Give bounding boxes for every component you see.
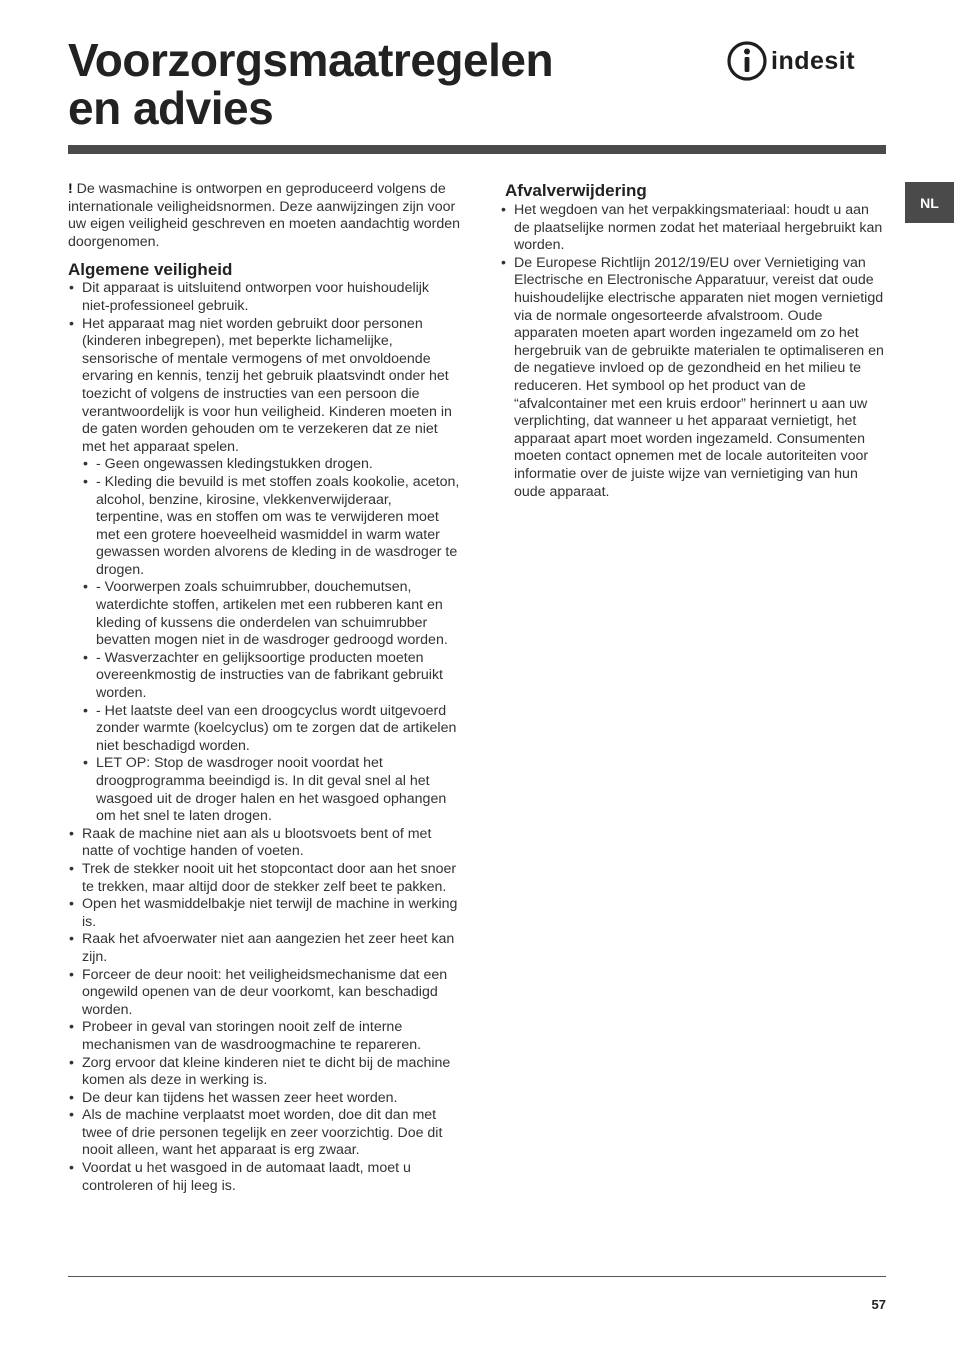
sub-item: • - Kleding die bevuild is met stoffen zoals kookolie, aceton, alcohol, benzine, kirosine, vlekkenverwijderaar, terpentine, was en stoffen om was te verwijderen moet met een grotere hoeveelheid wasmiddel in warm water gewassen worden alvorens de kleding in de wasdroger te drogen. <box>82 474 460 580</box>
list-item: • Zorg ervoor dat kleine kinderen niet te dicht bij de machine komen als deze in werking is. <box>68 1055 460 1090</box>
list-item: • Probeer in geval van storingen nooit zelf de interne mechanismen van de wasdroogmachine te repareren. <box>68 1019 460 1054</box>
footer-divider <box>68 1276 886 1277</box>
list-item: • Trek de stekker nooit uit het stopcontact door aan het snoer te trekken, maar altijd door de stekker zelf beet te pakken. <box>68 861 460 896</box>
intro-paragraph <box>68 181 460 251</box>
sub-item: • LET OP: Stop de wasdroger nooit voordat het droogprogramma beeindigd is. In dit geval snel al het wasgoed uit de droger halen en het wasgoed ophangen om het snel te laten drogen. <box>82 755 460 825</box>
list-item: • De deur kan tijdens het wassen zeer heet worden. <box>68 1090 460 1108</box>
list-item: • De Europese Richtlijn 2012/19/EU over Vernietiging van Electrische en Electronische Apparatuur, vereist dat oude huishoudelijke electrische apparaten niet mogen vernietigd via de normale ongesorteerde afvalstroom. Oude apparaten moeten apart worden ingezameld om zo het hergebruik van de gebruikte materialen te optimaliseren en de negatieve invloed op de gezondheid en het milieu te reduceren. Het symbool op het product van de “afvalcontainer met een kruis erdoor” herinnert u aan uw verplichting, dat wanneer u het apparaat vernietigt, het apparaat apart moet worden ingezameld. Consumenten moeten contact opnemen met de locale autoriteiten voor informatie over de juiste wijze van vernietiging van hun oude apparaat. <box>500 255 888 501</box>
list-item: • Voordat u het wasgoed in de automaat laadt, moet u controleren of hij leeg is. <box>68 1160 460 1195</box>
list-item <box>68 316 460 826</box>
list-item: • Raak de machine niet aan als u blootsvoets bent of met natte of vochtige handen of voeten. <box>68 826 460 861</box>
sub-item: • - Voorwerpen zoals schuimrubber, douchemutsen, waterdichte stoffen, artikelen met een rubberen kant en kleding of kussens die onderdelen van schuimrubber bevatten mogen niet in de wasdroger gedroogd worden. <box>82 579 460 649</box>
left-column <box>68 181 460 1195</box>
page-title-line-2: en advies <box>68 82 274 134</box>
brand-wordmark: indesit <box>771 46 856 75</box>
sub-item: • - Wasverzachter en gelijksoortige producten moeten overeenkmostig de instructies van de fabrikant gebruikt worden. <box>82 650 460 703</box>
sub-item: • - Geen ongewassen kledingstukken drogen. <box>82 456 460 474</box>
page-number: 57 <box>871 1297 886 1312</box>
list-item: • Als de machine verplaatst moet worden, doe dit dan met twee of drie personen tegelijk en zeer voorzichtig. Doe dit nooit alleen, want het apparaat is erg zwaar. <box>68 1107 460 1160</box>
section-heading-waste-disposal: Afvalverwijdering <box>505 181 647 200</box>
intro-text: De wasmachine is ontworpen en geproduceerd volgens de internationale veiligheidsnormen. Deze aanwijzingen zijn voor uw eigen veiligheid geschreven en moeten aandachtig worden doorgenomen. <box>68 181 460 250</box>
waste-disposal-list <box>500 202 888 501</box>
list-item: • Dit apparaat is uitsluitend ontworpen voor huishoudelijk niet-professioneel gebruik. <box>68 280 460 315</box>
list-item: • Het wegdoen van het verpakkingsmateriaal: houdt u aan de plaatselijke normen zodat het materiaal hergebruikt kan worden. <box>500 202 888 255</box>
list-item-text: Het apparaat mag niet worden gebruikt door personen (kinderen inbegrepen), met beperkte lichamelijke, sensorische of mentale vermogens of met onvoldoende ervaring en kennis, tenzij het gebruik plaatsvindt onder het toezicht of volgens de instructies van een persoon die verantwoordelijk is voor hun veiligheid. Kinderen moeten in de gaten worden gehouden om te verzekeren dat ze niet met het apparaat spelen. <box>82 315 452 455</box>
right-column <box>500 181 888 501</box>
brand-logo <box>726 40 886 82</box>
page-title <box>68 36 553 132</box>
language-tab: NL <box>905 182 954 223</box>
indesit-logo-icon <box>726 40 768 82</box>
warning-marker: ! <box>68 181 73 197</box>
header-divider <box>68 145 886 154</box>
list-item: • Forceer de deur nooit: het veiligheidsmechanisme dat een ongewild openen van de deur voorkomt, kan beschadigd worden. <box>68 967 460 1020</box>
sub-list <box>82 456 460 825</box>
page-title-line-1: Voorzorgsmaatregelen <box>68 34 554 86</box>
general-safety-list <box>68 280 460 1195</box>
section-heading-general-safety: Algemene veiligheid <box>68 260 233 280</box>
list-item: • Open het wasmiddelbakje niet terwijl de machine in werking is. <box>68 896 460 931</box>
sub-item: • - Het laatste deel van een droogcyclus wordt uitgevoerd zonder warmte (koelcyclus) om te zorgen dat de artikelen niet beschadigd worden. <box>82 703 460 756</box>
list-item: • Raak het afvoerwater niet aan aangezien het zeer heet kan zijn. <box>68 931 460 966</box>
